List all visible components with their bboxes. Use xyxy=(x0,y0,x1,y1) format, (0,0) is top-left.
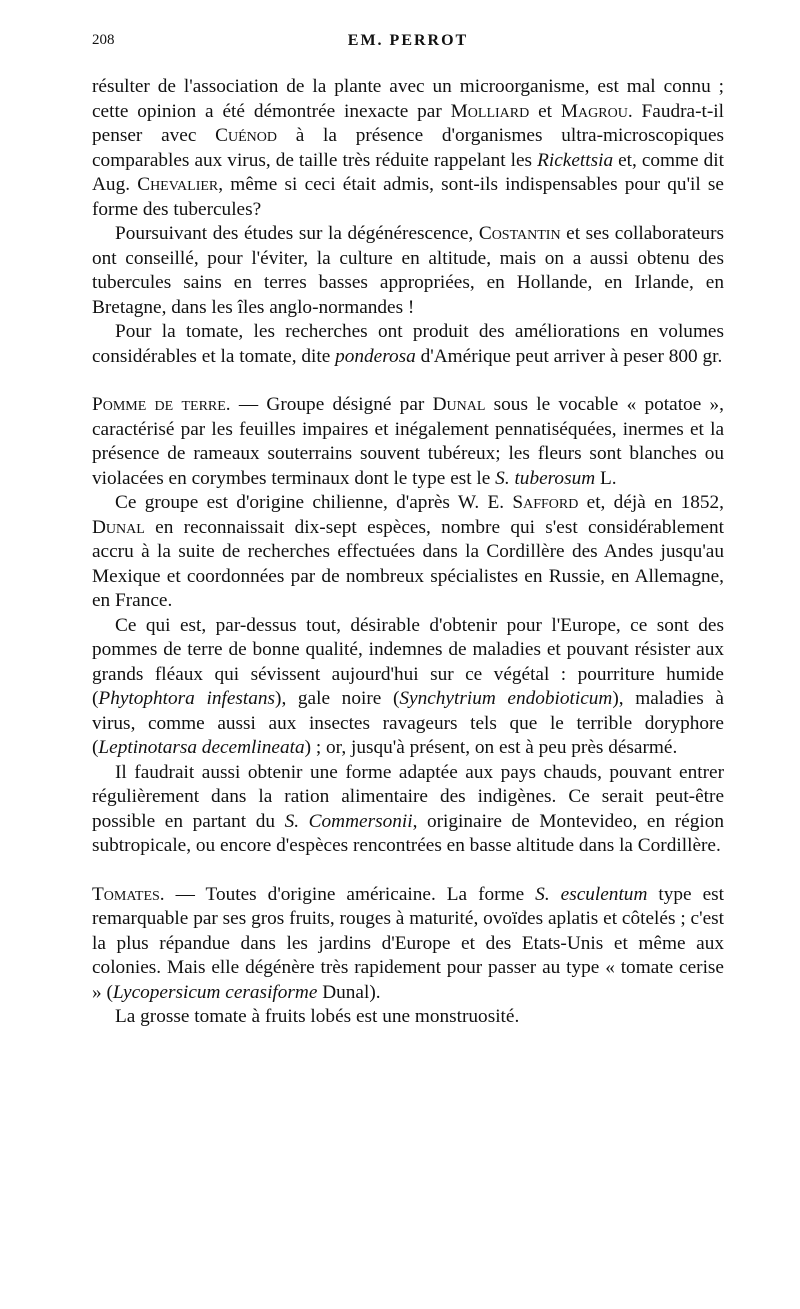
page-number: 208 xyxy=(92,32,115,48)
taxon-name: Phytophtora infestans xyxy=(98,688,276,709)
body-text xyxy=(92,75,724,1030)
taxon-name: S. tuberosum xyxy=(495,467,596,489)
paragraph-pays-chauds: Il faudrait aussi obtenir une forme adaptée aux pays chauds, pouvant entrer régulièrement dans la ration alimentaire des indigènes. Ce serait peut-être possible en partant du S. Commersonii, originaire de Montevideo, en région subtropicale, ou encore d'espèces rencontrées en basse altitude dans la Cordillère. xyxy=(92,761,724,856)
section-tomates: Tomates. — Toutes d'origine américaine. La forme S. esculentum type est remarquable par ses gros fruits, rouges à maturité, ovoïdes aplatis et côtelés ; c'est la plus répandue dans les jardins d'Europe et des Etats-Unis et même aux colonies. Mais elle dégénère très rapidement pour passer au type « tomate cerise » (Lycopersicum cerasiforme Dunal). xyxy=(92,883,724,1003)
running-title: EM. PERROT xyxy=(347,32,469,49)
author-name: Magrou xyxy=(560,100,628,122)
taxon-name: Leptinotarsa decemlineata xyxy=(98,737,305,758)
paragraph-continued: résulter de l'association de la plante avec un microorganisme, est mal connu ; cette opinion a été démontrée inexacte par Molliard et Magrou. Faudra-t-il penser avec Cuénod à la présence d'organismes ultra-microscopiques comparables aux virus, de taille très réduite rappelant les Rickettsia et, comme dit Aug. Chevalier, même si ceci était admis, sont-ils indispensables pour qu'il se forme des tubercules? xyxy=(92,76,724,220)
taxon-name: Lycopersicum cerasiforme xyxy=(112,981,318,1003)
paragraph-europe-maladies: Ce qui est, par-dessus tout, désirable d'obtenir pour l'Europe, ce sont des pommes de terre de bonne qualité, indemnes de maladies et pouvant résister aux grands fléaux qui sévissent aujourd'hui sur ce végétal : pourriture humide (Phytophtora infestans), gale noire (Synchytrium endobioticum), maladies à virus, comme aussi aux insectes ravageurs tels que le terrible doryphore (Leptinotarsa decemlineata) ; or, jusqu'à présent, on est à peu près désarmé. xyxy=(92,614,724,758)
author-name: Molliard xyxy=(450,100,530,122)
taxon-name: S. esculentum xyxy=(535,883,648,905)
taxon-name: Synchytrium endobioticum xyxy=(399,688,613,709)
paragraph-grosse-tomate: La grosse tomate à fruits lobés est une monstruosité. xyxy=(115,1006,520,1027)
author-name: Dunal xyxy=(92,516,145,538)
taxon-name: Rickettsia xyxy=(537,149,614,171)
running-header xyxy=(92,32,724,58)
section-heading: Pomme de terre. xyxy=(92,394,231,415)
taxon-name: ponderosa xyxy=(335,345,416,367)
paragraph-origine-chilienne: Ce groupe est d'origine chilienne, d'après W. E. Safford et, déjà en 1852, Dunal en reconnaissait dix-sept espèces, nombre qui s'est considérablement accru à la suite de recherches effectuées dans la Cordillère des Andes jusqu'au Mexique et coordonnées par de nombreux spécialistes en Russie, en Allemagne, en France. xyxy=(92,492,724,611)
page xyxy=(92,32,724,1030)
author-name: Dunal xyxy=(432,394,486,415)
paragraph-degenerescence: Poursuivant des études sur la dégénérescence, Costantin et ses collaborateurs ont conseillé, pour l'éviter, la culture en altitude, mais on a aussi obtenu des tubercules sains en terres basses appropriées, en Hollande, en Irlande, en Bretagne, dans les îles anglo-normandes ! xyxy=(92,223,724,318)
author-name: Cuénod xyxy=(215,125,277,146)
author-name: Safford xyxy=(512,492,579,513)
taxon-name: S. Commersonii xyxy=(284,810,413,832)
paragraph-tomate-ameliorations: Pour la tomate, les recherches ont produit des améliorations en volumes considérables et la tomate, dite ponderosa d'Amérique peut arriver à peser 800 gr. xyxy=(92,321,724,367)
author-name: Chevalier xyxy=(137,174,219,195)
section-pomme-de-terre: Pomme de terre. — Groupe désigné par Dunal sous le vocable « potatoe », caractérisé par les feuilles impaires et inégalement pennatiséquées, inermes et la présence de rameaux souterrains souvent tubéreux; les fleurs sont blanches ou violacées en corymbes terminaux dont le type est le S. tuberosum L. xyxy=(92,394,724,489)
author-name: Costantin xyxy=(478,223,561,244)
section-heading: Tomates. xyxy=(92,883,165,905)
